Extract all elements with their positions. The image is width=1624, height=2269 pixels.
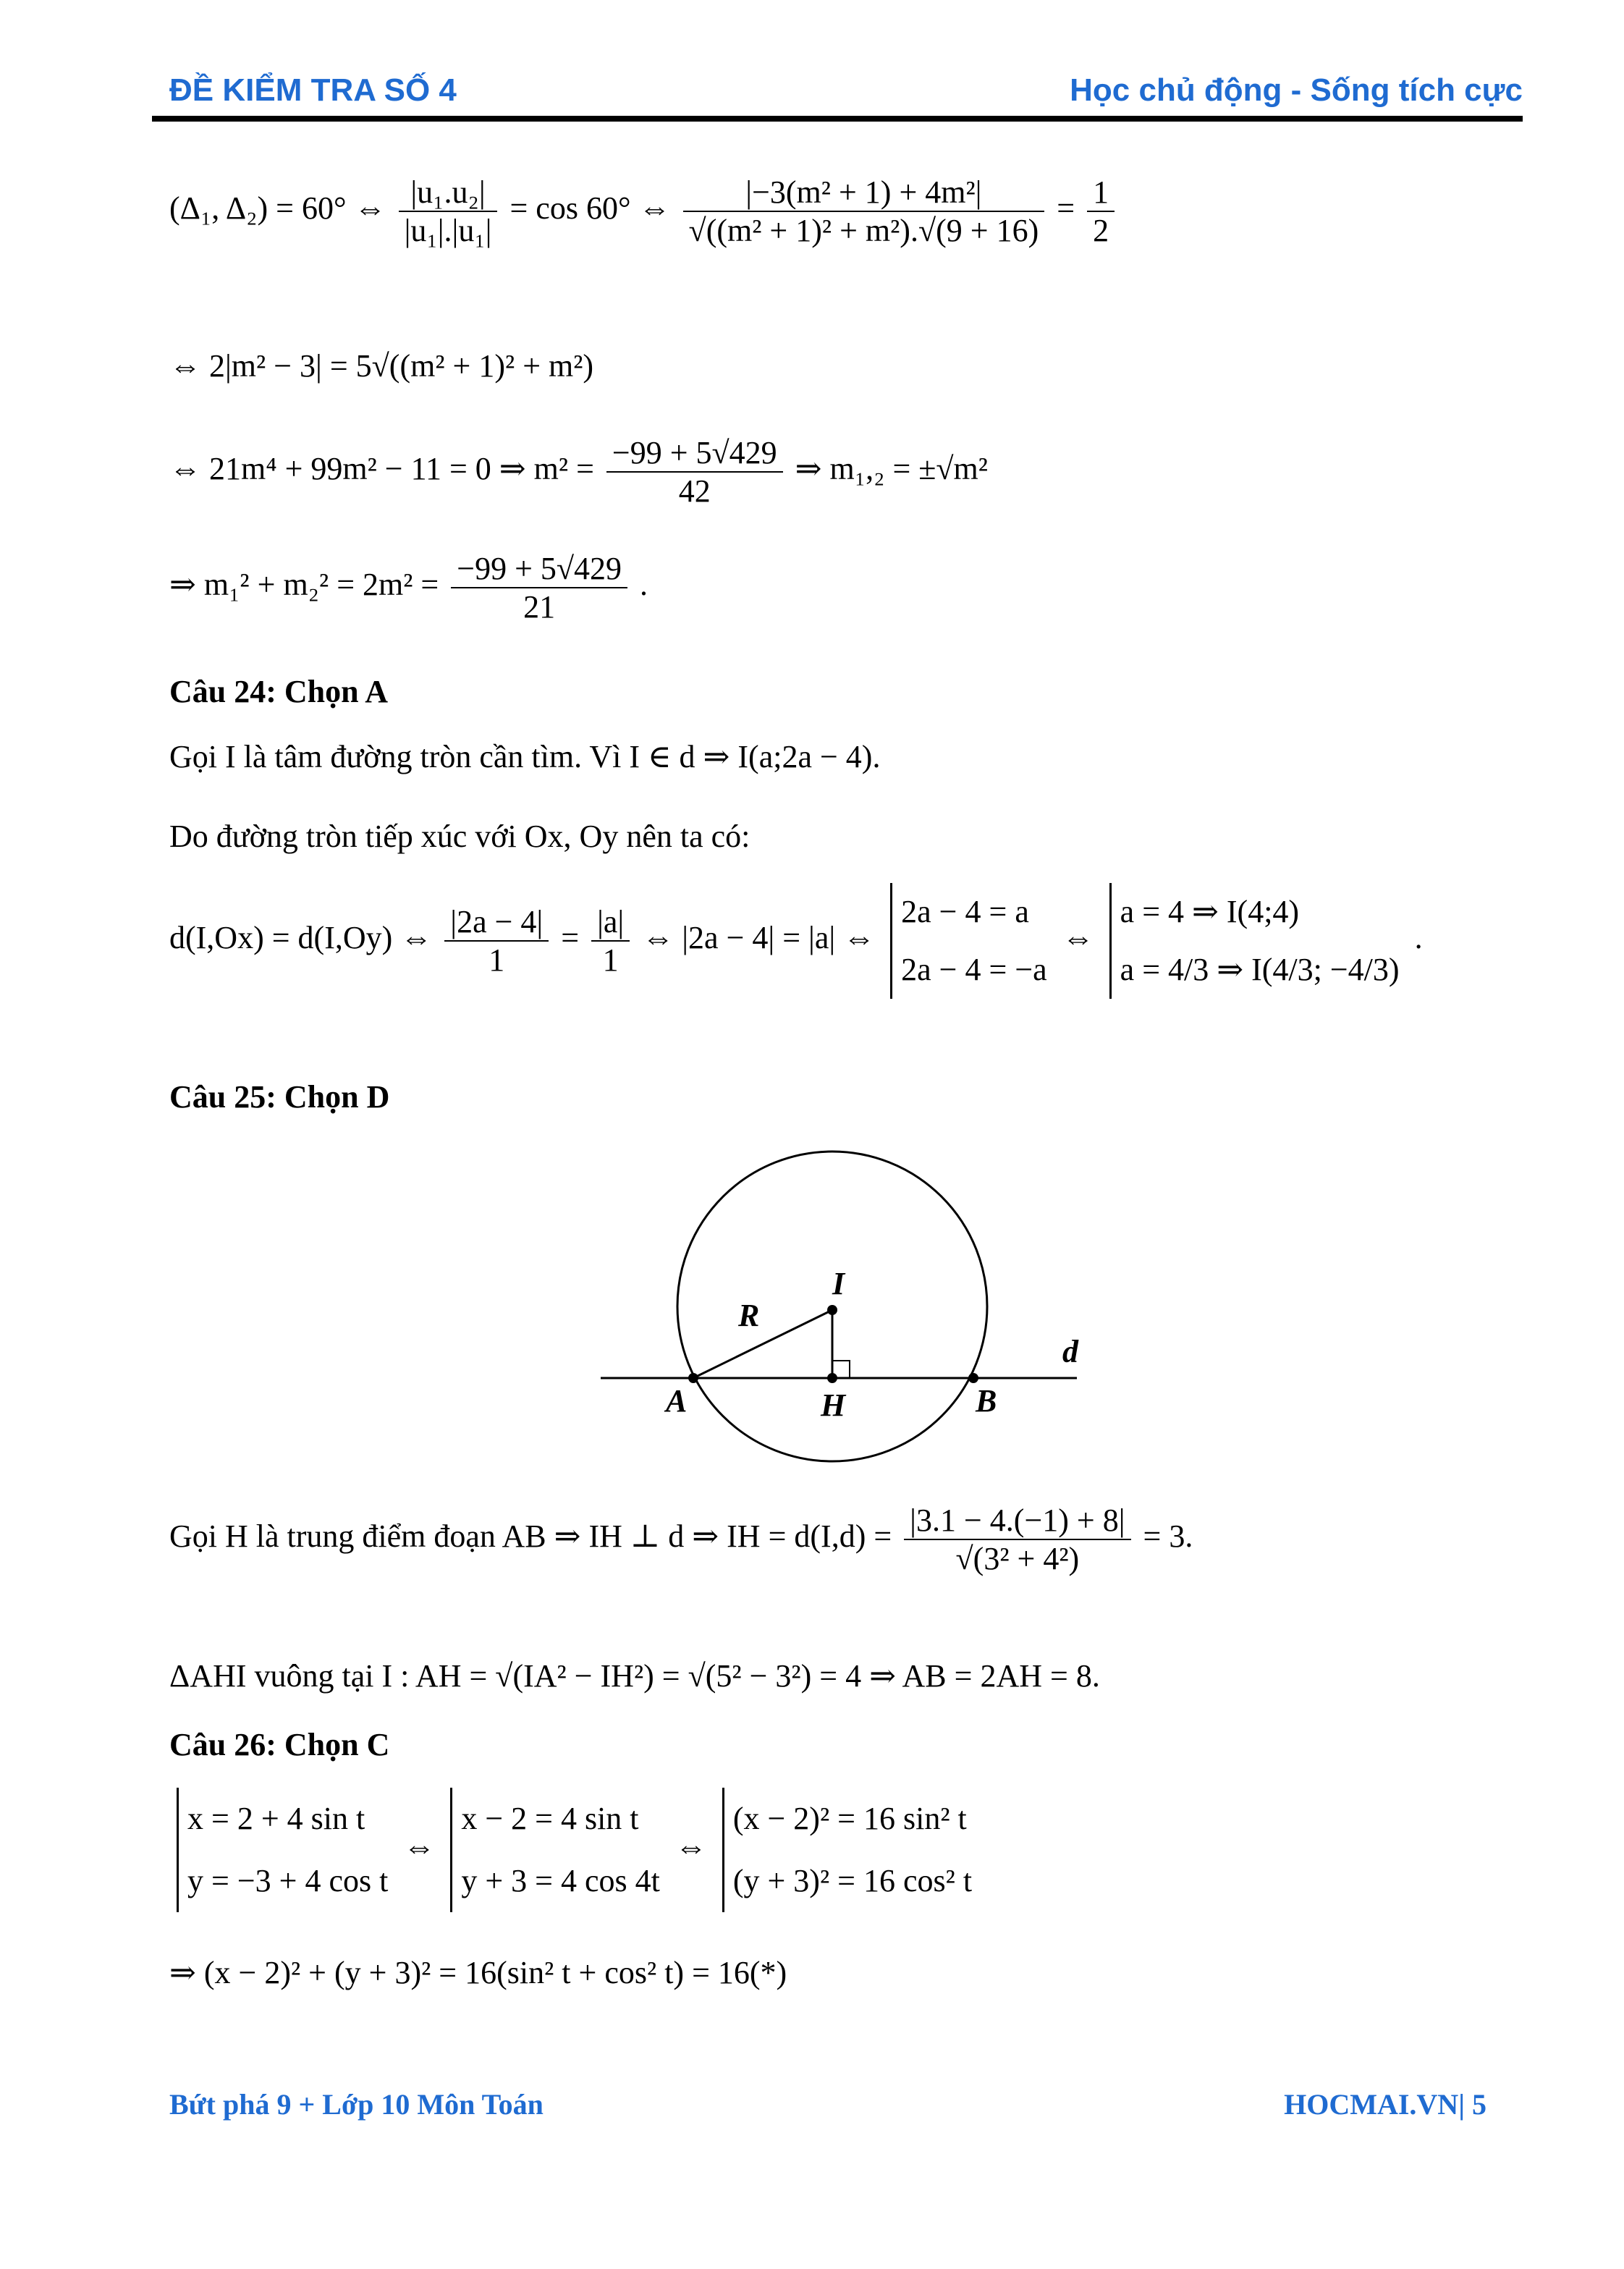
q24-line-2: Do đường tròn tiếp xúc với Ox, Oy nên ta có: xyxy=(169,819,750,854)
angle-eq-equals: = xyxy=(1057,190,1075,227)
q24-equation xyxy=(169,883,1423,999)
q24-frac-2 xyxy=(591,903,630,979)
system-3 xyxy=(722,1788,972,1912)
q25-line1-end: = 3. xyxy=(1143,1518,1193,1555)
case-1: 2a − 4 = a xyxy=(901,894,1029,929)
label-H: H xyxy=(821,1387,846,1423)
label-B: B xyxy=(976,1383,997,1419)
equation-line-4 xyxy=(169,550,648,625)
angle-equation xyxy=(169,174,1119,249)
eq4-left: ⇒ m₁² + m₂² = 2m² = xyxy=(169,567,439,603)
frac-num: 1 xyxy=(1087,174,1115,212)
result-2: a = 4/3 ⇒ I(4/3; −4/3) xyxy=(1120,952,1400,987)
label-R: R xyxy=(738,1298,760,1333)
frac-den: 2 xyxy=(1093,213,1109,248)
label-I: I xyxy=(832,1266,845,1301)
q26-result: ⇒ (x − 2)² + (y + 3)² = 16(sin² t + cos² t) = 16(*) xyxy=(169,1955,787,1990)
eq3-left: ⇔ 21m⁴ + 99m² − 11 = 0 ⇒ m² = xyxy=(169,451,594,487)
system-3-eq-2: (y + 3)² = 16 cos² t xyxy=(732,1863,973,1898)
frac-den: |u₁|.|u₁| xyxy=(404,213,492,248)
frac-num: −99 + 5√429 xyxy=(451,550,627,588)
q24-line-1: Gọi I là tâm đường tròn cần tìm. Vì I ∈ d ⇒ I(a;2a − 4). xyxy=(169,739,881,774)
angle-eq-left: (Δ₁, Δ₂) = 60° ⇔ xyxy=(169,190,386,227)
q24-frac-1 xyxy=(444,903,549,979)
footer-site-page: HOCMAI.VN| 5 xyxy=(1284,2088,1486,2121)
point-A xyxy=(688,1373,698,1383)
angle-eq-mid: = cos 60° ⇔ xyxy=(509,190,671,227)
equation-line-3 xyxy=(169,434,988,510)
system-3-eq-1: (x − 2)² = 16 sin² t xyxy=(732,1801,967,1836)
frac-num: |2a − 4| xyxy=(444,903,549,942)
result-1: a = 4 ⇒ I(4;4) xyxy=(1120,894,1300,929)
q25-line-2: ΔAHI vuông tại I : AH = √(IA² − IH²) = √(5² − 3²) = 4 ⇒ AB = 2AH = 8. xyxy=(169,1658,1100,1694)
label-A: A xyxy=(666,1383,688,1419)
system-1 xyxy=(177,1788,388,1912)
system-2-eq-1: x − 2 = 4 sin t xyxy=(461,1801,639,1836)
case-2: 2a − 4 = −a xyxy=(901,952,1047,987)
header-title: ĐỀ KIỂM TRA SỐ 4 xyxy=(169,72,457,108)
q24-arrow: ⇔ xyxy=(1062,920,1094,956)
q26-arrow-1: ⇔ xyxy=(403,1829,436,1865)
frac-num: |−3(m² + 1) + 4m²| xyxy=(683,174,1045,212)
question-24-title: Câu 24: Chọn A xyxy=(169,674,388,709)
point-H xyxy=(827,1373,837,1383)
eq4-end: . xyxy=(640,567,648,603)
eq3-frac xyxy=(606,434,783,510)
q24-eq-mid: ⇔ |2a − 4| = |a| ⇔ xyxy=(642,920,876,956)
footer-course: Bứt phá 9 + Lớp 10 Môn Toán xyxy=(169,2088,544,2121)
circle-diagram xyxy=(593,1136,1100,1476)
system-1-eq-2: y = −3 + 4 cos t xyxy=(187,1863,389,1898)
eq4-frac xyxy=(451,550,627,625)
q24-end: . xyxy=(1414,920,1423,956)
frac-num: |3.1 − 4.(−1) + 8| xyxy=(904,1502,1130,1540)
frac-den: 1 xyxy=(489,942,505,978)
frac-num: |a| xyxy=(591,903,630,942)
angle-frac-1 xyxy=(399,174,498,249)
point-I xyxy=(827,1305,837,1315)
frac-num: −99 + 5√429 xyxy=(606,434,783,473)
segment-AI xyxy=(693,1310,832,1378)
q24-eq-equals: = xyxy=(561,920,580,956)
q26-arrow-2: ⇔ xyxy=(674,1829,707,1865)
q24-cases xyxy=(890,883,1047,999)
frac-den: 1 xyxy=(602,942,619,978)
system-2-eq-2: y + 3 = 4 cos 4t xyxy=(461,1863,660,1898)
label-d: d xyxy=(1062,1334,1078,1369)
angle-frac-3 xyxy=(1087,174,1115,249)
question-26-title: Câu 26: Chọn C xyxy=(169,1727,390,1762)
system-2 xyxy=(450,1788,660,1912)
q26-systems xyxy=(169,1788,979,1912)
frac-den: √(3² + 4²) xyxy=(955,1541,1080,1576)
q24-eq-left: d(I,Ox) = d(I,Oy) ⇔ xyxy=(169,920,433,956)
point-B xyxy=(968,1373,978,1383)
q25-frac xyxy=(904,1502,1130,1577)
frac-den: 21 xyxy=(523,589,556,625)
angle-frac-2 xyxy=(683,174,1045,249)
frac-den: 42 xyxy=(678,473,711,509)
frac-num: |u₁.u₂| xyxy=(399,174,498,212)
system-1-eq-1: x = 2 + 4 sin t xyxy=(187,1801,365,1836)
q25-line-1 xyxy=(169,1502,1193,1577)
question-25-title: Câu 25: Chọn D xyxy=(169,1079,390,1115)
header-slogan: Học chủ động - Sống tích cực xyxy=(1070,72,1523,108)
q24-results xyxy=(1109,883,1400,999)
header-rule xyxy=(152,116,1523,122)
eq3-right: ⇒ m₁,₂ = ±√m² xyxy=(795,451,988,487)
equation-line-2: ⇔ 2|m² − 3| = 5√((m² + 1)² + m²) xyxy=(169,348,594,384)
frac-den: √((m² + 1)² + m²).√(9 + 16) xyxy=(688,213,1039,248)
q25-line1-text: Gọi H là trung điểm đoạn AB ⇒ IH ⊥ d ⇒ IH = d(I,d) = xyxy=(169,1518,892,1555)
